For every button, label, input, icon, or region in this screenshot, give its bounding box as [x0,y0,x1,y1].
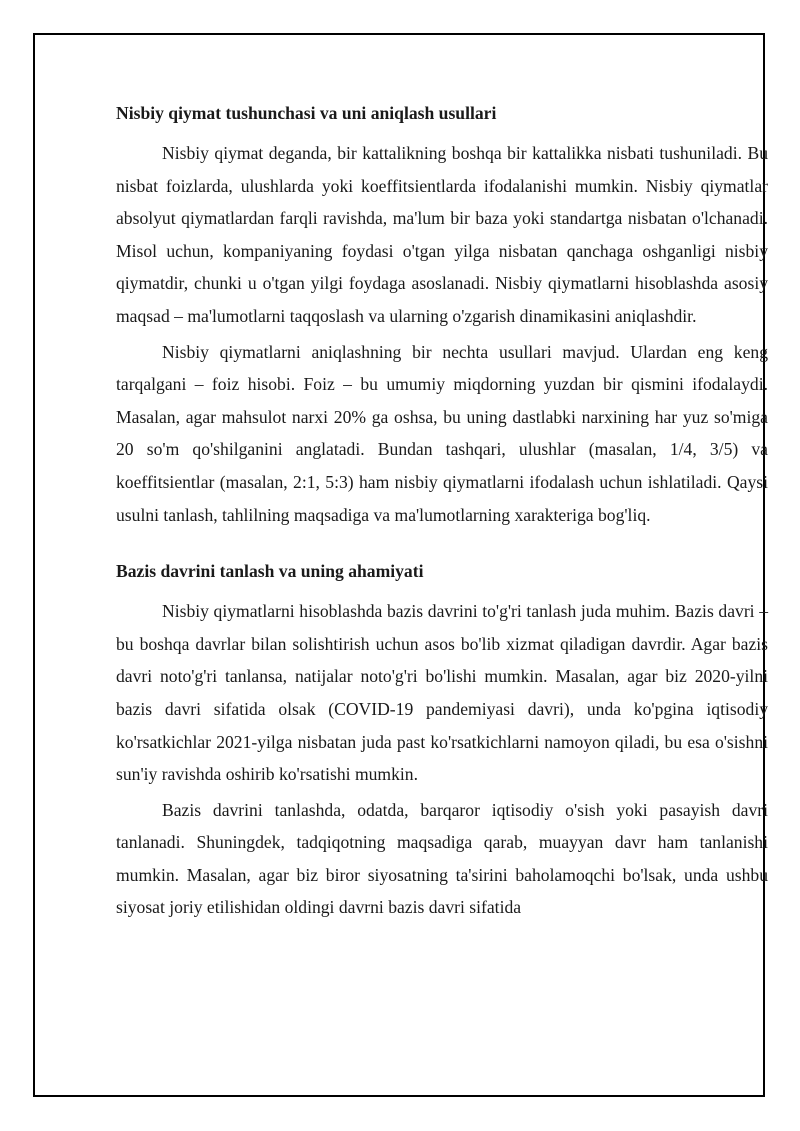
document-body [116,97,768,924]
section-heading-relative-value: Nisbiy qiymat tushunchasi va uni aniqlash usullari [116,103,497,123]
paragraph: Bazis davrini tanlashda, odatda, barqaror iqtisodiy o'sish yoki pasayish davri tanlanadi. Shuningdek, tadqiqotning maqsadiga qarab, muayyan davr ham tanlanishi mumkin. Masalan, agar biz biror siyosatning ta'sirini baholamoqchi bo'lsak, unda ushbu siyosat joriy etilishidan oldingi davrni bazis davri sifatida [116,799,768,918]
paragraph: Nisbiy qiymat deganda, bir kattalikning boshqa bir kattalikka nisbati tushuniladi. Bu nisbat foizlarda, ulushlarda yoki koeffitsientlarda ifodalanishi mumkin. Nisbiy qiymatlar absolyut qiymatlardan farqli ravishda, ma'lum bir baza yoki standartga nisbatan o'lchanadi. Misol uchun, kompaniyaning foydasi o'tgan yilga nisbatan qanchaga oshganligi nisbiy qiymatdir, chunki u o'tgan yilgi foydaga asoslanadi. Nisbiy qiymatlarni hisoblashda asosiy maqsad – ma'lumotlarni taqqoslash va ularning o'zgarish dinamikasini aniqlashdir. [116,143,768,326]
paragraph: Nisbiy qiymatlarni hisoblashda bazis davrini to'g'ri tanlash juda muhim. Bazis davri – bu boshqa davrlar bilan solishtirish uchun asos bo'lib xizmat qiladigan davrdir. Agar bazis davri noto'g'ri tanlansa, natijalar noto'g'ri bo'lishi mumkin. Masalan, agar biz 2020-yilni bazis davri sifatida olsak (COVID-19 pandemiyasi davri), unda ko'pgina iqtisodiy ko'rsatkichlar 2021-yilga nisbatan juda past ko'rsatkichlarni namoyon qiladi, bu esa o'sishni sun'iy ravishda oshirib ko'rsatishi mumkin. [116,601,768,785]
section-heading-base-period: Bazis davrini tanlash va uning ahamiyati [116,561,424,582]
paragraph: Nisbiy qiymatlarni aniqlashning bir nechta usullari mavjud. Ulardan eng keng tarqalgani – foiz hisobi. Foiz – bu umumiy miqdorning yuzdan bir qismini ifodalaydi. Masalan, agar mahsulot narxi 20% ga oshsa, bu uning dastlabki narxining har yuz so'miga 20 so'm qo'shilganini anglatadi. Bundan tashqari, ulushlar (masalan, 1/4, 3/5) va koeffitsientlar (masalan, 2:1, 5:3) ham nisbiy qiymatlarni ifodalash uchun ishlatiladi. Qaysi usulni tanlash, tahlilning maqsadiga va ma'lumotlarning xarakteriga bog'liq. [116,341,768,525]
